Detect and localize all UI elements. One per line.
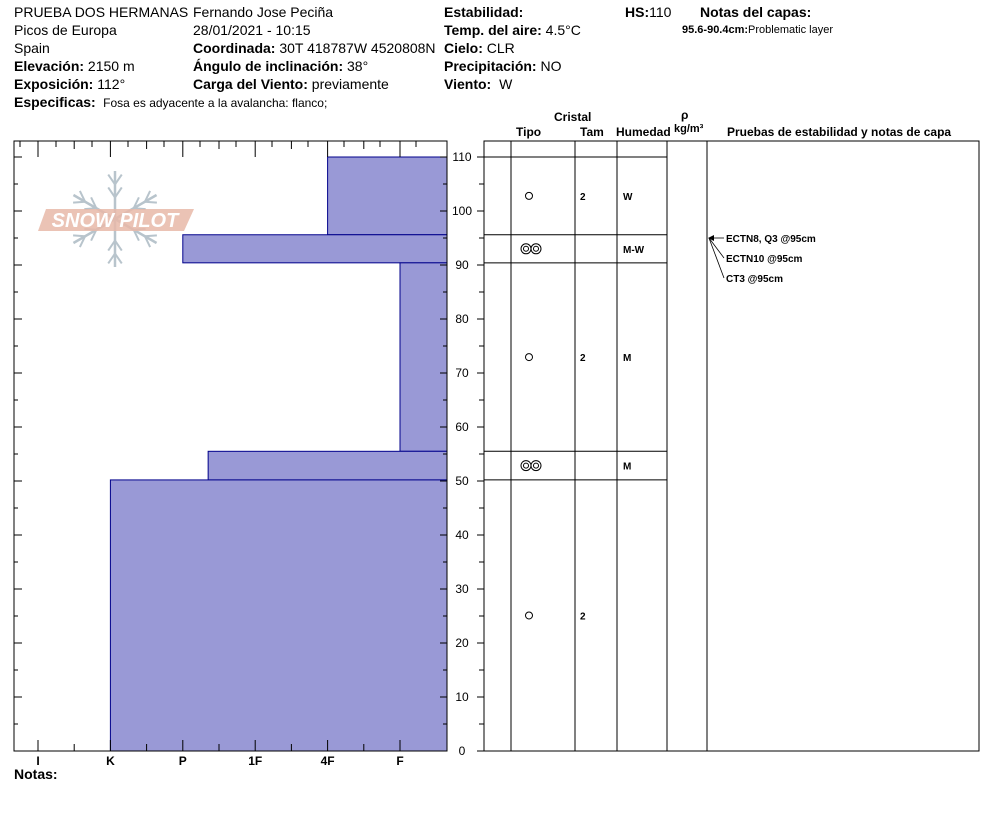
round-grain-icon xyxy=(526,192,533,199)
melt-form-icon xyxy=(531,244,541,254)
melt-form-icon xyxy=(534,463,539,468)
melt-form-icon xyxy=(534,246,539,251)
moisture-label: W xyxy=(623,191,633,203)
hardness-tick-label: K xyxy=(106,754,115,768)
stability-test-leader xyxy=(709,238,724,278)
specifics-label: Especificas: xyxy=(14,94,96,110)
type-header: Tipo xyxy=(516,125,542,139)
snowpilot-logo xyxy=(38,171,194,267)
sky-value: CLR xyxy=(486,40,515,56)
layer-note-text: Problematic layer xyxy=(748,24,834,36)
hardness-tick-label: 1F xyxy=(248,754,263,768)
hardness-tick-label: F xyxy=(396,754,404,768)
datetime: 28/01/2021 - 10:15 xyxy=(193,22,311,38)
depth-tick-label: 100 xyxy=(451,204,473,218)
stability-notes-header: Pruebas de estabilidad y notas de capa xyxy=(727,125,952,139)
snow-height-value: 110 xyxy=(649,4,672,20)
round-grain-icon xyxy=(526,612,533,619)
hardness-layer xyxy=(208,451,447,480)
wind-load-value: previamente xyxy=(311,76,389,92)
snowflake-branch xyxy=(84,208,96,209)
table-frame xyxy=(484,141,979,751)
snowflake-branch xyxy=(145,235,157,236)
depth-tick-label: 70 xyxy=(455,366,469,380)
density-unit: kg/m³ xyxy=(674,123,704,135)
hardness-tick-label: 4F xyxy=(320,754,335,768)
stability-test-label: ECTN10 @95cm xyxy=(726,254,803,265)
coordinate-value: 30T 418787W 4520808N xyxy=(279,41,436,55)
range-name: Picos de Europa xyxy=(14,22,117,38)
depth-tick-label: 40 xyxy=(455,528,469,542)
depth-tick-label: 30 xyxy=(455,582,469,596)
side-ticks xyxy=(14,157,22,751)
air-temperature-value: 4.5°C xyxy=(545,22,581,38)
aspect-value: 112° xyxy=(97,76,126,92)
moisture-header: Humedad xyxy=(616,125,671,139)
stability-test-leader xyxy=(709,238,724,258)
coordinate-label: Coordinada: xyxy=(193,41,276,55)
air-temperature-label: Temp. del aire: xyxy=(444,22,542,38)
depth-tick-label: 110 xyxy=(452,150,472,164)
snowflake-branch xyxy=(134,208,146,209)
layer-note-range: 95.6-90.4cm: xyxy=(682,24,749,36)
depth-tick-label: 10 xyxy=(455,690,469,704)
crystal-header: Cristal xyxy=(554,110,592,124)
hardness-layer xyxy=(400,263,447,451)
stability-label: Estabilidad: xyxy=(444,4,524,20)
moisture-label: M xyxy=(623,353,632,365)
melt-form-icon xyxy=(531,461,541,471)
logo-text: SNOW PILOT xyxy=(51,210,179,232)
round-grain-icon xyxy=(526,354,533,361)
size-header: Tam xyxy=(580,125,604,139)
melt-form-icon xyxy=(524,246,529,251)
grain-size-label: 2 xyxy=(580,353,586,365)
aspect-label: Exposición: xyxy=(14,76,94,92)
wind-label: Viento: xyxy=(444,76,492,92)
hardness-tick-label: I xyxy=(36,754,40,768)
moisture-label: M-W xyxy=(623,244,645,256)
depth-tick-label: 90 xyxy=(455,258,469,272)
grain-size-label: 2 xyxy=(580,191,586,203)
density-symbol: ρ xyxy=(681,108,689,122)
hardness-tick-label: P xyxy=(178,754,187,768)
depth-tick-label: 0 xyxy=(458,744,466,758)
sky-label: Cielo: xyxy=(444,40,483,56)
hardness-layer xyxy=(183,235,447,263)
precipitation-value: NO xyxy=(540,58,562,74)
elevation-value: 2150 m xyxy=(87,58,135,74)
depth-tick-label: 60 xyxy=(455,420,469,434)
elevation-label: Elevación: xyxy=(14,58,85,74)
site-name: PRUEBA DOS HERMANAS xyxy=(14,5,189,19)
hardness-layer xyxy=(110,480,447,751)
hardness-layer xyxy=(328,157,447,235)
depth-tick-label: 50 xyxy=(455,474,469,488)
hardness-layers xyxy=(110,157,447,751)
snowflake-branch xyxy=(73,235,85,236)
layer-table xyxy=(484,141,979,751)
notes-label: Notas: xyxy=(14,766,58,782)
grain-size-label: 2 xyxy=(580,611,586,623)
wind-load-label: Carga del Viento: xyxy=(193,76,308,92)
observer: Fernando Jose Peciña xyxy=(193,4,334,20)
snowflake-branch xyxy=(73,202,85,203)
country: Spain xyxy=(14,40,50,56)
stability-test-label: ECTN8, Q3 @95cm xyxy=(726,234,816,245)
stability-tests xyxy=(708,234,816,285)
slope-angle-value: 38° xyxy=(347,58,369,74)
slope-angle-label: Ángulo de inclinación: xyxy=(193,58,344,74)
depth-tick-label: 80 xyxy=(455,312,469,326)
wind-value: W xyxy=(499,76,513,92)
stability-test-label: CT3 @95cm xyxy=(726,274,783,285)
snowflake-branch xyxy=(145,202,157,203)
specifics-value: Fosa es adyacente a la avalancha: flanco; xyxy=(103,96,328,110)
melt-form-icon xyxy=(521,461,531,471)
layer-notes-label: Notas del capas: xyxy=(700,4,812,20)
melt-form-icon xyxy=(521,244,531,254)
precipitation-label: Precipitación: xyxy=(444,58,537,74)
depth-tick-label: 20 xyxy=(455,636,469,650)
moisture-label: M xyxy=(623,461,632,473)
melt-form-icon xyxy=(524,463,529,468)
snow-height-label: HS: xyxy=(625,4,650,20)
layer-cells xyxy=(521,192,645,623)
